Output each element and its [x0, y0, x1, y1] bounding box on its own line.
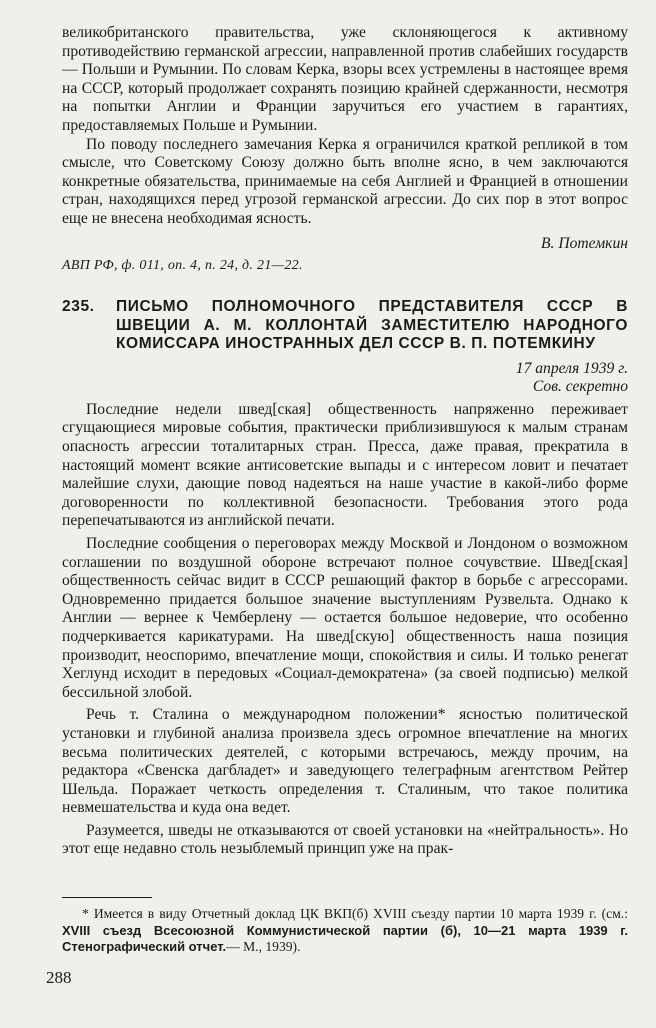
- document-number: 235.: [62, 298, 95, 316]
- footnote-intro: * Имеется в виду Отчетный доклад ЦК ВКП(б) XVIII съезду партии 10 марта 1939 г. (см.:: [82, 906, 628, 921]
- letter-paragraph-3: Речь т. Сталина о международном положении* ясностью политической установки и глубиной анализа произвела здесь огромное впечатление на многих весьма политических деятелей, с которыми встречаюсь, между прочим, на редактора «Свенска дагбладет» и заведующего телеграфным агентством Рейтер Шельда. Поражает четкость определения т. Сталиным, что такое политика невмешательства и куда она ведет.: [62, 706, 628, 817]
- page-number: 288: [46, 968, 72, 987]
- footnote: [62, 906, 628, 956]
- text-column: [62, 24, 628, 859]
- prev-letter-paragraph-1: великобританского правительства, уже склоняющегося к активному противодействию германской агрессии, направленной против слабейших государств — Польши и Румынии. По словам Керка, взоры всех устремлены в настоящее время на СССР, который продолжает сохранять позицию крайней сдержанности, несмотря на попытки Англии и Франции заручиться его участием в гарантиях, предоставляемых Польше и Румынии.: [62, 24, 628, 134]
- date-block: [62, 360, 628, 397]
- archive-reference: АВП РФ, ф. 011, оп. 4, п. 24, д. 21—22.: [62, 258, 303, 274]
- classification-mark: Сов. секретно: [532, 378, 628, 396]
- prev-letter-paragraph-2: По поводу последнего замечания Керка я ограничился краткой репликой в том смысле, что Советскому Союзу должно быть вполне ясно, в чем заключаются конкретные обязательства, принимаемые на себя Англией и Францией в отношении стран, находящихся перед угрозой германской агрессии. До сих пор в этот вопрос еще не внесена необходимая ясность.: [62, 135, 628, 227]
- document-heading: [62, 298, 628, 354]
- footnote-divider: [62, 897, 152, 898]
- footnote-source: XVIII съезд Всесоюзной Коммунистической партии (б), 10—21 марта 1939 г. Стенографический отчет.: [62, 922, 628, 955]
- letter-paragraph-2: Последние сообщения о переговорах между Москвой и Лондоном о возможном соглашении по воздушной обороне встречают полное сочувствие. Швед[ская] общественность сейчас видит в СССР решающий фактор в борьбе с агрессорами. Одновременно придается большое значение выступлениям Рузвельта. Однако к Англии — вернее к Чемберлену — остается большое недоверие, что особенно подчеркивается карикатурами. На швед[скую] общественность наша позиция производит, неоспоримо, впечатление мощи, спокойствия и силы. И только ренегат Хеглунд исходит в передовых «Социал-демократена» (за своей подписью) мелкой бессильной злобой.: [62, 534, 628, 701]
- footnote-outro: — М., 1939).: [226, 939, 301, 955]
- signature: В. Потемкин: [541, 234, 628, 252]
- document-title: ПИСЬМО ПОЛНОМОЧНОГО ПРЕДСТАВИТЕЛЯ СССР В ШВЕЦИИ А. М. КОЛЛОНТАЙ ЗАМЕСТИТЕЛЮ НАРОДНОГО КОМИССАРА ИНОСТРАННЫХ ДЕЛ СССР В. П. ПОТЕМКИНУ: [116, 298, 628, 353]
- letter-paragraph-1: Последние недели швед[ская] общественность напряженно переживает сгущающиеся мировые события, практически приблизившуюся к малым странам опасность агрессии тоталитарных стран. Пресса, даже правая, прекратила в настоящий момент всякие антисоветские выпады и с интересом ловит и печатает малейшие слухи, дающие повод надеяться на наше участие в какой-либо форме договоренности по коллективной безопасности. Требования этого рода перепечатываются из английской печати.: [62, 400, 628, 530]
- document-date: 17 апреля 1939 г.: [515, 359, 628, 377]
- letter-paragraph-4: Разумеется, шведы не отказываются от своей установки на «нейтральность». Но этот еще недавно столь незыблемый принцип уже на прак-: [62, 821, 628, 858]
